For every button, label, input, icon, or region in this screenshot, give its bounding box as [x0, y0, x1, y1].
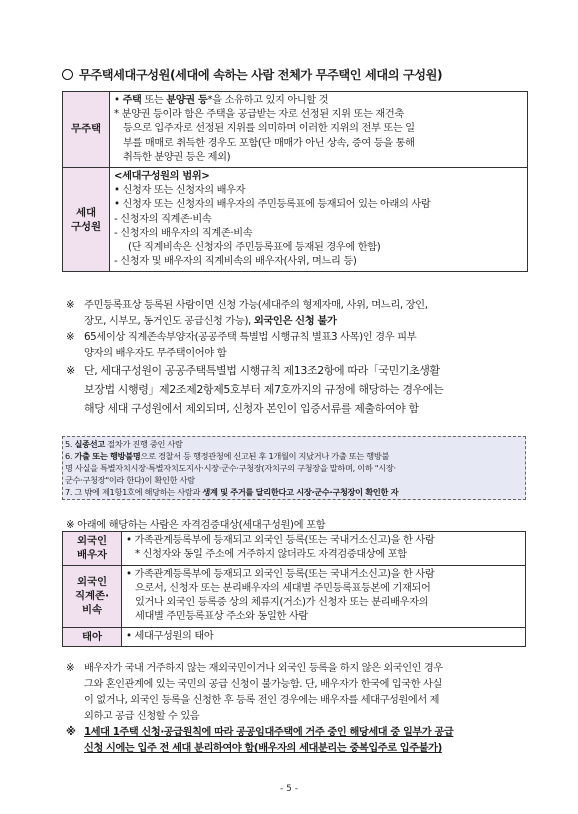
circle-bullet-icon	[62, 69, 73, 80]
row-content-no-house	[110, 92, 528, 168]
notes-list	[66, 297, 532, 418]
text-line: * 신청자와 동일 주소에 거주하지 않더라도 자격검증대상에 포함	[135, 549, 407, 561]
text-line: 단, 세대구성원이 공공주택특별법 시행규칙 제13조2항에 따라「국민기초생활	[84, 364, 440, 377]
scope-title: <세대구성원의 범위>	[114, 171, 210, 183]
header-line: 비속	[81, 604, 103, 617]
row-header-foreign-spouse	[63, 532, 122, 566]
row-content-household-member	[110, 168, 528, 272]
header-line: 배우자	[76, 549, 108, 562]
table-row	[63, 168, 528, 272]
text-line: • 세대구성원의 태아	[126, 630, 214, 642]
text-line: 군수·구청장"이라 한다)이 확인한 사람	[65, 475, 195, 485]
text-line: * 분양권 등이라 함은 주택을 공급받는 자로 선정된 지위 또는 재건축	[114, 109, 404, 121]
text-line: 부를 매매로 취득한 경우도 포함(단 매매가 아닌 상속, 증여 등을 통해	[123, 137, 415, 149]
note-mark: ※	[66, 663, 75, 674]
note-text	[84, 297, 532, 329]
note-mark: ※	[66, 331, 75, 343]
text-line: • 주택 또는 분양권 등*을 소유하고 있지 아니할 것	[114, 95, 329, 106]
note-mark: ※	[66, 364, 76, 377]
text-line: - 신청자 및 배우자의 직계비속의 배우자(사위, 며느리 등)	[114, 256, 357, 268]
row-header-no-house: 무주택	[63, 92, 110, 168]
header-line: 직계존·	[74, 590, 110, 603]
text-line: 양자의 배우자도 무주택이어야 함	[84, 347, 227, 359]
household-definition-table	[62, 91, 528, 272]
text-line: • 가족관계등록부에 등재되고 외국인 등록(또는 국내거소신고)을 한 사람	[126, 535, 435, 546]
row-content-foreign-spouse	[122, 532, 526, 566]
row-content-foreign-lineal	[122, 565, 526, 627]
section-title-text: 무주택세대구성원(세대에 속하는 사람 전체가 무주택인 세대의 구성원)	[79, 68, 443, 82]
bold-term: 주택	[122, 95, 142, 106]
bold-term: 외국인은 신청 불가	[253, 315, 337, 327]
text-line	[65, 450, 523, 462]
text-line: 해당 세대 구성원에서 제외되며, 신청자 본인이 입증서류를 제출하여야 함	[84, 402, 419, 415]
verification-target-table	[62, 531, 526, 647]
text-line	[84, 313, 532, 329]
text-line: - 신청자의 직계존·비속	[114, 213, 212, 225]
header-line: 외국인	[76, 575, 108, 588]
text-line: • 가족관계등록부에 등재되고 외국인 등록(또는 국내거소신고)을 한 사람	[126, 568, 435, 580]
text-span: 또는	[141, 95, 167, 106]
text-line: 1세대 1주택 신청·공급원칙에 따라 공공임대주택에 거주 중인 해당세대 중 일부가 공급	[84, 727, 454, 738]
text-line: 으로서, 신청자 또는 분리배우자의 세대별 주민등록표등본에 기재되어	[135, 582, 431, 594]
header-line: 구성원	[70, 220, 102, 233]
note-text	[84, 725, 532, 757]
row-header-household-member	[63, 168, 110, 272]
note-text	[84, 361, 532, 418]
text-line: 명 사실을 특별자치시장·특별자치도지사·시장·군수·구청장(자치구의 구청장을 말하며, 이하 "시장·	[65, 463, 396, 473]
text-line: - 신청자의 배우자의 직계존·비속	[114, 227, 253, 239]
text-line: 세대별 주민등록표상 주소와 동일한 사람	[135, 611, 308, 623]
text-line: • 신청자 또는 신청자의 배우자의 주민등록표에 등재되어 있는 아래의 사람	[114, 199, 431, 211]
header-line: 외국인	[76, 535, 108, 547]
note-item	[66, 725, 532, 757]
bottom-notes	[66, 661, 532, 757]
text-line	[65, 486, 523, 498]
excerpt-box	[62, 436, 526, 500]
bold-term: 가출 또는 행방불명	[74, 451, 141, 461]
text-line: 주민등록표상 등록된 사람이면 신청 가능(세대주의 형제자매, 사위, 며느리, 장인,	[84, 299, 428, 311]
text-line: (단 직계비속은 신청자의 주민등록표에 등재된 경우에 한함)	[128, 242, 381, 254]
table-row	[63, 92, 528, 168]
text-line: 있거나 외국인 등록증 상의 체류지(거소)가 신청자 또는 분리배우자의	[135, 597, 429, 609]
text-line: 등으로 입주자로 선정된 지위를 의미하며 이러한 지위의 전부 또는 일	[123, 123, 415, 135]
verification-note: ※ 아래에 해당하는 사람은 자격검증대상(세대구성원)에 포함	[66, 520, 326, 531]
text-span: 으로 경찰서 등 행정관청에 신고된 후 1개월이 지났거나 가출 또는 행방불	[140, 451, 390, 461]
text-span: *을 소유하고 있지 아니할 것	[207, 95, 329, 106]
note-item	[66, 329, 532, 361]
text-line: • 신청자 또는 신청자의 배우자	[114, 185, 246, 197]
note-mark: ※	[66, 299, 75, 311]
section-title	[62, 66, 532, 83]
note-text	[84, 661, 532, 725]
text-span: 장모, 시부모, 동거인도 공급신청 가능),	[84, 315, 254, 327]
row-header-foreign-lineal	[63, 565, 122, 627]
text-line: 취득한 분양권 등은 제외)	[123, 151, 231, 163]
page-number: - 5 -	[280, 784, 298, 794]
text-line: 신청 시에는 입주 전 세대 분리하여야 함(배우자의 세대분리는 중복입주로 입주불가)	[84, 743, 442, 754]
bold-term: 생계 및 주거를 달리한다고 시장·군수·구청장이 확인한 자	[202, 487, 399, 497]
table-row	[63, 532, 526, 566]
text-line	[65, 438, 523, 450]
note-item	[66, 661, 532, 725]
row-header-fetus: 태아	[63, 627, 122, 646]
note-item	[66, 361, 532, 418]
text-line: 이 없거나, 외국인 등록을 신청한 후 등록 전인 경우에는 배우자를 세대구성원에서 제	[84, 695, 440, 706]
text-line: 외하고 공급 신청할 수 있음	[84, 711, 200, 722]
text-span: 절차가 진행 중인 사람	[104, 439, 183, 449]
note-item	[66, 297, 532, 329]
text-span: 5.	[65, 439, 75, 449]
bold-term: 실종선고	[74, 439, 105, 449]
note-mark: ※	[66, 727, 76, 738]
text-line: 보장법 시행령」제2조제2항제5호부터 제7호까지의 규정에 해당하는 경우에는	[84, 383, 444, 396]
table-row	[63, 627, 526, 646]
table-row	[63, 565, 526, 627]
text-span: 7. 그 밖에 제1항1호에 해당하는 사람과	[65, 487, 203, 497]
text-line: 배우자가 국내 거주하지 않는 재외국민이거나 외국인 등록을 하지 않은 외국인인 경우	[84, 663, 443, 674]
text-line: 65세이상 직계존속부양자(공공주택 특별법 시행규칙 별표3 사목)인 경우 피부	[84, 331, 417, 343]
note-text	[84, 329, 532, 361]
text-span: 6.	[65, 451, 75, 461]
bold-term: 분양권 등	[166, 95, 208, 106]
text-line: 그와 혼인관계에 있는 국민의 공급 신청이 불가능함. 단, 배우자가 한국에 입국한 사실	[84, 679, 442, 690]
row-content-fetus	[122, 627, 526, 646]
header-line: 세대	[75, 206, 97, 219]
